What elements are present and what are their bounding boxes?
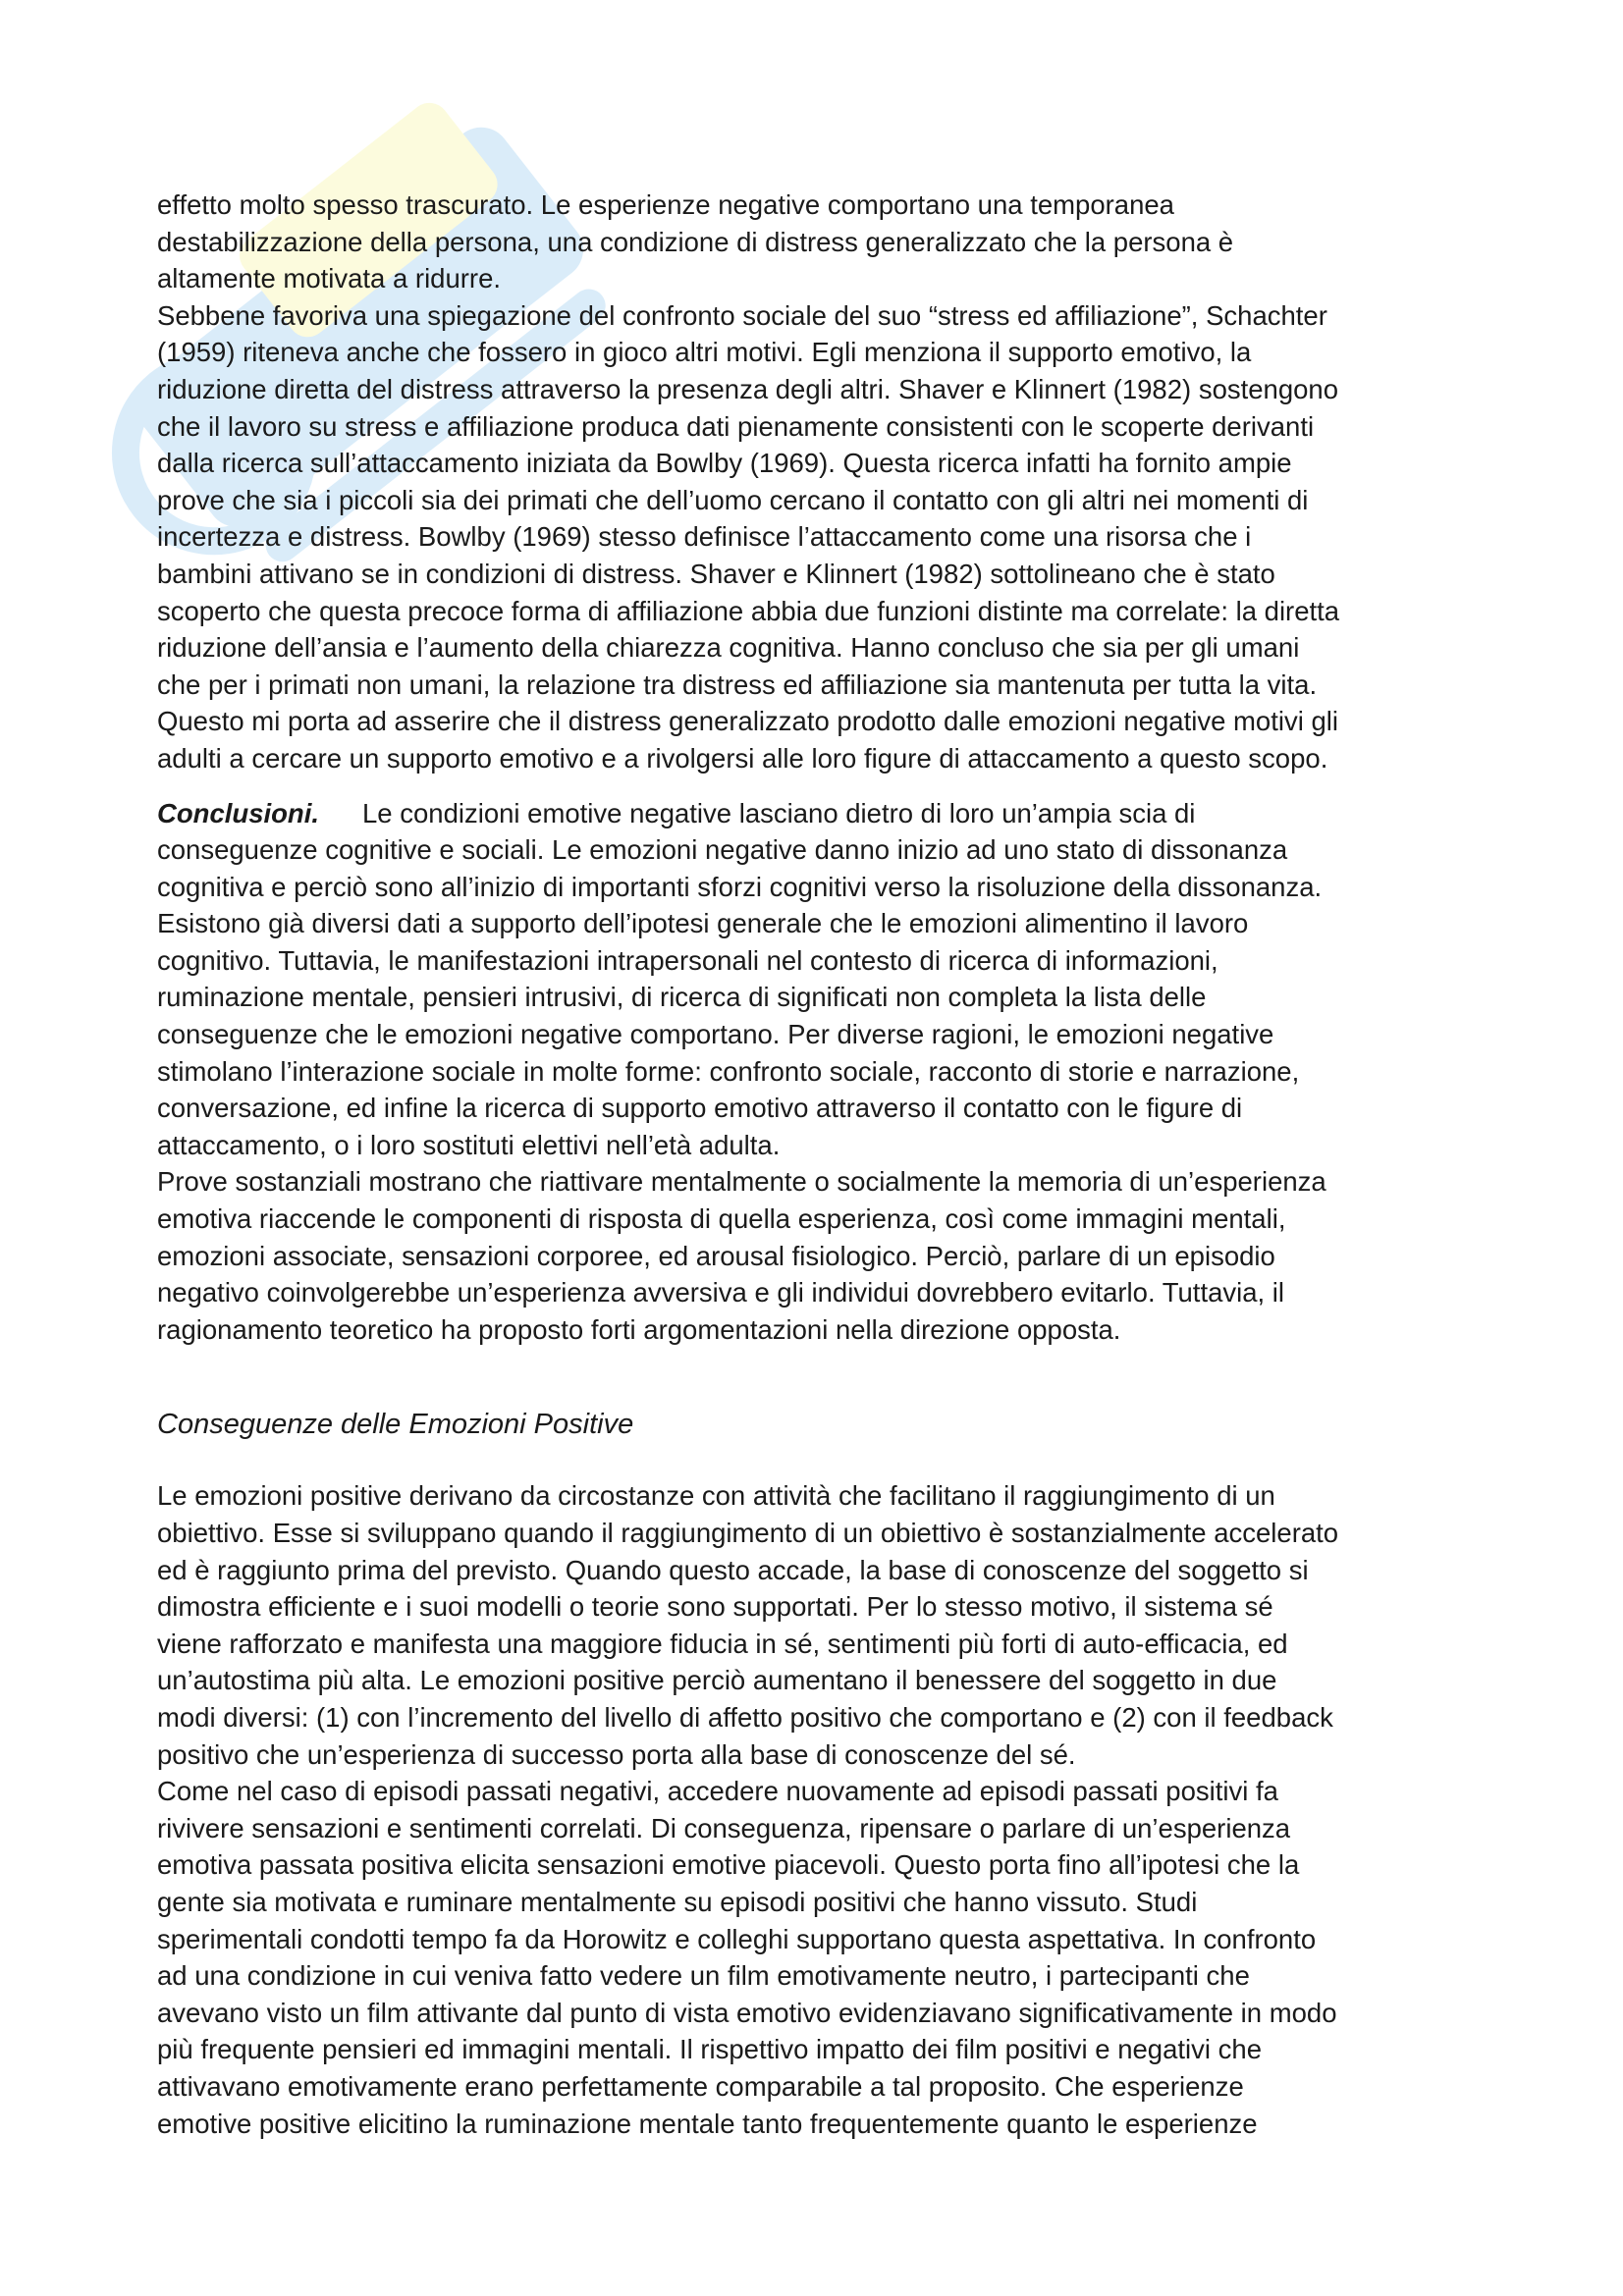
body-paragraph: effetto molto spesso trascurato. Le esperienze negative comportano una temporanea destabilizzazione della persona, una condizione di distress generalizzato che la persona è altamente motivata a ridurre. bbox=[157, 189, 1234, 294]
document-page bbox=[157, 187, 1492, 2160]
section-conclusions bbox=[157, 795, 1492, 1349]
conclusions-lead: Conclusioni. bbox=[157, 797, 319, 828]
body-paragraph: Le emozioni positive derivano da circostanze con attività che facilitano il raggiungimento di un obiettivo. Esse si sviluppano quando il raggiungimento di un obiettivo è sostanzialmente accelerato ed è raggiunto prima del previsto. Quando questo accade, la base di conoscenze del soggetto si dimostra efficiente e i suoi modelli o teorie sono supportati. Per lo stesso motivo, il sistema sé viene rafforzato e manifesta una maggiore fiducia in sé, sentimenti più forti di auto-efficacia, ed un’autostima più alta. Le emozioni positive perciò aumentano il benessere del soggetto in due modi diversi: (1) con l’incremento del livello di affetto positivo che comportano e (2) con il feedback positivo che un’esperienza di successo porta alla base di conoscenze del sé. bbox=[157, 1480, 1339, 1770]
conclusions-text: Le condizioni emotive negative lasciano dietro di loro un’ampia scia di conseguenze cognitive e sociali. Le emozioni negative danno inizio ad uno stato di dissonanza cognitiva e perciò sono all’inizio di importanti sforzi cognitivi verso la risoluzione della dissonanza. Esistono già diversi dati a supporto dell’ipotesi generale che le emozioni alimentino il lavoro cognitivo. Tuttavia, le manifestazioni intrapersonali nel contesto di ricerca di informazioni, ruminazione mentale, pensieri intrusivi, di ricerca di significati non completa la lista delle conseguenze che le emozioni negative comportano. Per diverse ragioni, le emozioni negative stimolano l’interazione sociale in molte forme: confronto sociale, racconto di storie e narrazione, conversazione, ed infine la ricerca di supporto emotivo attraverso il contatto con le figure di attaccamento, o i loro sostituti elettivi nell’età adulta. bbox=[157, 797, 1323, 1160]
body-paragraph: Prove sostanziali mostrano che riattivare mentalmente o socialmente la memoria di un’esperienza emotiva riaccende le componenti di risposta di quella esperienza, così come immagini mentali, emozioni associate, sensazioni corporee, ed arousal fisiologico. Perciò, parlare di un episodio negativo coinvolgerebbe un’esperienza avversiva e gli individui dovrebbero evitarlo. Tuttavia, il ragionamento teoretico ha proposto forti argomentazioni nella direzione opposta. bbox=[157, 1166, 1326, 1345]
conclusions-paragraph bbox=[157, 795, 1492, 1164]
section-positive-emotions bbox=[157, 1477, 1492, 2142]
body-paragraph: Come nel caso di episodi passati negativi, accedere nuovamente ad episodi passati positivi fa rivivere sensazioni e sentimenti correlati. Di conseguenza, ripensare o parlare di un’esperienza emotiva passata positiva elicita sensazioni emotive piacevoli. Questo porta fino all’ipotesi che la gente sia motivata e ruminare mentalmente su episodi positivi che hanno vissuto. Studi sperimentali condotti tempo fa da Horowitz e colleghi supportano questa aspettativa. In confronto ad una condizione in cui veniva fatto vedere un film emotivamente neutro, i partecipanti che avevano visto un film attivante dal punto di vista emotivo evidenziavano significativamente in modo più frequente pensieri ed immagini mentali. Il rispettivo impatto dei film positivi e negativi che attivavano emotivamente erano perfettamente comparabile a tal proposito. Che esperienze emotive positive elicitino la ruminazione mentale tanto frequentemente quanto le esperienze bbox=[157, 1776, 1337, 2139]
body-paragraph: Sebbene favoriva una spiegazione del confronto sociale del suo “stress ed affiliazione”, Schachter (1959) riteneva anche che fossero in gioco altri motivi. Egli menziona il supporto emotivo, la riduzione diretta del distress attraverso la presenza degli altri. Shaver e Klinnert (1982) sostengono che il lavoro su stress e affiliazione produca dati pienamente consistenti con le scoperte derivanti dalla ricerca sull’attaccamento iniziata da Bowlby (1969). Questa ricerca infatti ha fornito ampie prove che sia i piccoli sia dei primati che dell’uomo cercano il contatto con gli altri nei momenti di incertezza e distress. Bowlby (1969) stesso definisce l’attaccamento come una risorsa che i bambini attivano se in condizioni di distress. Shaver e Klinnert (1982) sottolineano che è stato scoperto che questa precoce forma di affiliazione abbia due funzioni distinte ma correlate: la diretta riduzione dell’ansia e l’aumento della chiarezza cognitiva. Hanno concluso che sia per gli umani che per i primati non umani, la relazione tra distress ed affiliazione sia mantenuta per tutta la vita. Questo mi porta ad asserire che il distress generalizzato prodotto dalle emozioni negative motivi gli adulti a cercare un supporto emotivo e a rivolgersi alle loro figure di attaccamento a questo scopo. bbox=[157, 299, 1340, 774]
section-attachment bbox=[157, 187, 1492, 777]
section-heading: Conseguenze delle Emozioni Positive bbox=[157, 1409, 634, 1441]
